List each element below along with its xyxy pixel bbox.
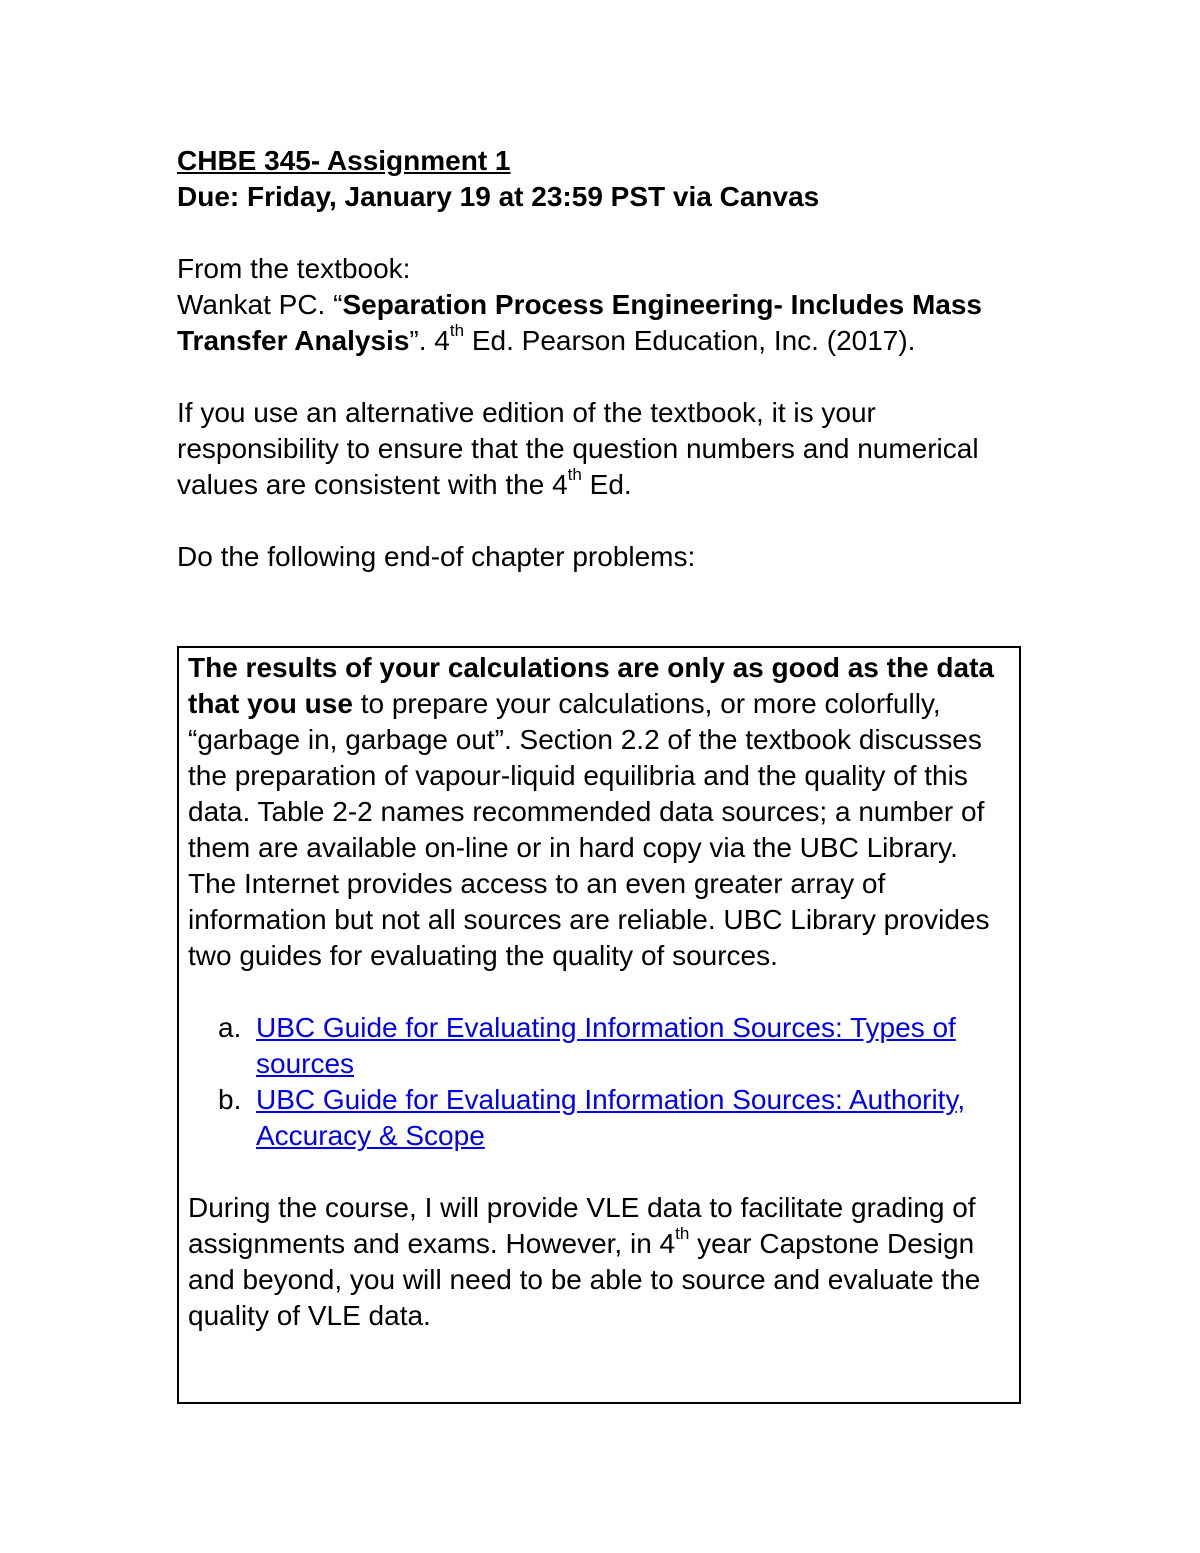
spacer [188,974,1013,1010]
due-date: Due: Friday, January 19 at 23:59 PST via Canvas [177,181,820,212]
assignment-title: CHBE 345- Assignment 1 [177,145,511,176]
callout-text: to prepare your calculations, or more colorfully, “garbage in, garbage out”. Section 2.2 of the textbook discusses the preparation of vapour-liquid equilibria and the quality of this data. Table 2-2 names recommended data sources; a number of them are available on-line or in hard copy via the UBC Library. The Internet provides access to an even greater array of information but not all sources are reliable. UBC Library provides two guides for evaluating the quality of sources. [188,688,990,971]
closing-text: During the course, I will provide VLE data to facilitate grading of assignments and exams. However, in 4 [188,1192,976,1259]
spacer [177,215,1037,251]
spacer [188,1154,1013,1190]
list-marker: b. [218,1084,242,1115]
list-marker: a. [218,1012,242,1043]
callout-body [188,650,1013,1334]
callout-paragraph [188,650,1013,974]
callout-closing [188,1190,1013,1334]
callout-bold-lead: The results of your calculations are only as good as the data that you use [188,652,994,719]
edition-note [177,395,1037,503]
data-quality-callout [177,646,1021,1404]
book-title: Separation Process Engineering- Includes Mass Transfer Analysis [177,289,982,356]
spacer [177,503,1037,539]
closing-superscript: th [675,1223,690,1243]
edition-superscript: th [449,320,465,340]
list-item [188,1010,1013,1082]
source-guides-list [188,1010,1013,1154]
list-item [188,1082,1013,1154]
edition-note-superscript: th [567,464,582,484]
citation-suffix: Ed. Pearson Education, Inc. (2017). [464,325,916,356]
citation-mid: ”. 4 [409,325,450,356]
textbook-citation [177,287,1037,359]
document-body [177,143,1037,575]
citation-prefix: Wankat PC. “ [177,289,343,320]
textbook-intro: From the textbook: [177,253,411,284]
edition-note-text: If you use an alternative edition of the textbook, it is your responsibility to ensure that the question numbers and numerical values are consistent with the 4 [177,397,979,500]
closing-suffix: year Capstone Design and beyond, you will need to be able to source and evaluate the quality of VLE data. [188,1228,981,1331]
guide-authority-accuracy-scope-link[interactable]: UBC Guide for Evaluating Information Sources: Authority, Accuracy & Scope [256,1084,966,1151]
problems-intro: Do the following end-of chapter problems: [177,541,696,572]
edition-note-suffix: Ed. [581,469,632,500]
guide-types-of-sources-link[interactable]: UBC Guide for Evaluating Information Sources: Types of sources [256,1012,956,1079]
spacer [177,359,1037,395]
